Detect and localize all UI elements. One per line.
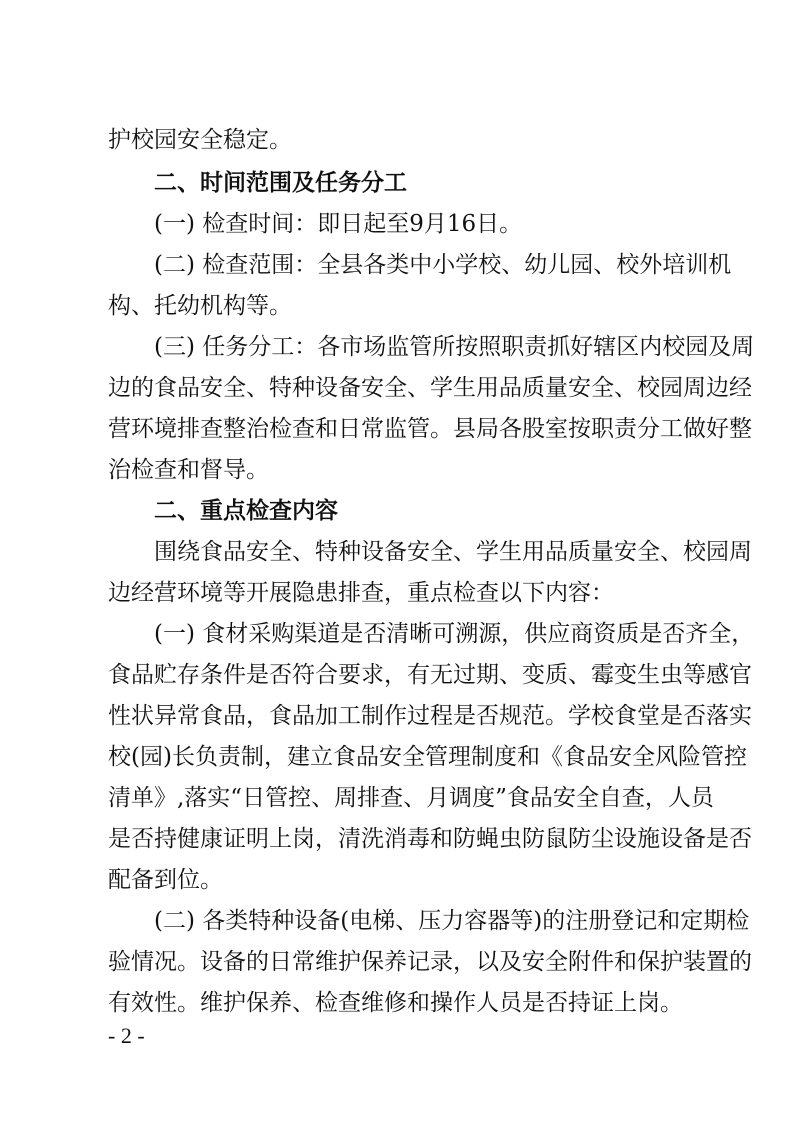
body-line: 清单》,落实“日管控、周排查、月调度”食品安全自查，人员 (108, 785, 714, 811)
section-heading: 二、重点检查内容 (154, 498, 338, 524)
body-line: 护校园安全稳定。 (108, 127, 292, 153)
body-line: (二) 检查范围：全县各类中小学校、幼儿园、校外培训机 (154, 252, 732, 278)
body-line: (三) 任务分工：各市场监管所按照职责抓好辖区内校园及周 (154, 334, 755, 360)
body-line: 是否持健康证明上岗，清洗消毒和防蝇虫防鼠防尘设施设备是否 (108, 826, 752, 852)
body-line: 边的食品安全、特种设备安全、学生用品质量安全、校园周边经 (108, 375, 752, 401)
section-heading: 二、时间范围及任务分工 (154, 170, 407, 196)
body-line: 构、托幼机构等。 (108, 293, 292, 319)
body-line: 配备到位。 (108, 867, 223, 893)
body-line: (二) 各类特种设备(电梯、压力容器等)的注册登记和定期检 (154, 908, 750, 934)
body-line: (一) 食材采购渠道是否清晰可溯源，供应商资质是否齐全， (154, 621, 755, 647)
body-line: 性状异常食品，食品加工制作过程是否规范。学校食堂是否落实 (108, 703, 752, 729)
body-line: 验情况。设备的日常维护保养记录，以及安全附件和保护装置的 (108, 949, 752, 975)
body-line: 边经营环境等开展隐患排查，重点检查以下内容： (108, 580, 614, 606)
body-line: 食品贮存条件是否符合要求，有无过期、变质、霉变生虫等感官 (108, 662, 752, 688)
body-line: 校(园)长负责制，建立食品安全管理制度和《食品安全风险管控 (108, 744, 747, 770)
body-line: (一) 检查时间：即日起至9月16日。 (154, 211, 523, 237)
body-line: 营环境排查整治检查和日常监管。县局各股室按职责分工做好整 (108, 416, 752, 442)
body-line: 治检查和督导。 (108, 457, 269, 483)
page-number: - 2 - (108, 1023, 145, 1048)
body-line: 围绕食品安全、特种设备安全、学生用品质量安全、校园周 (154, 539, 752, 565)
body-line: 有效性。维护保养、检查维修和操作人员是否持证上岗。 (108, 990, 683, 1016)
